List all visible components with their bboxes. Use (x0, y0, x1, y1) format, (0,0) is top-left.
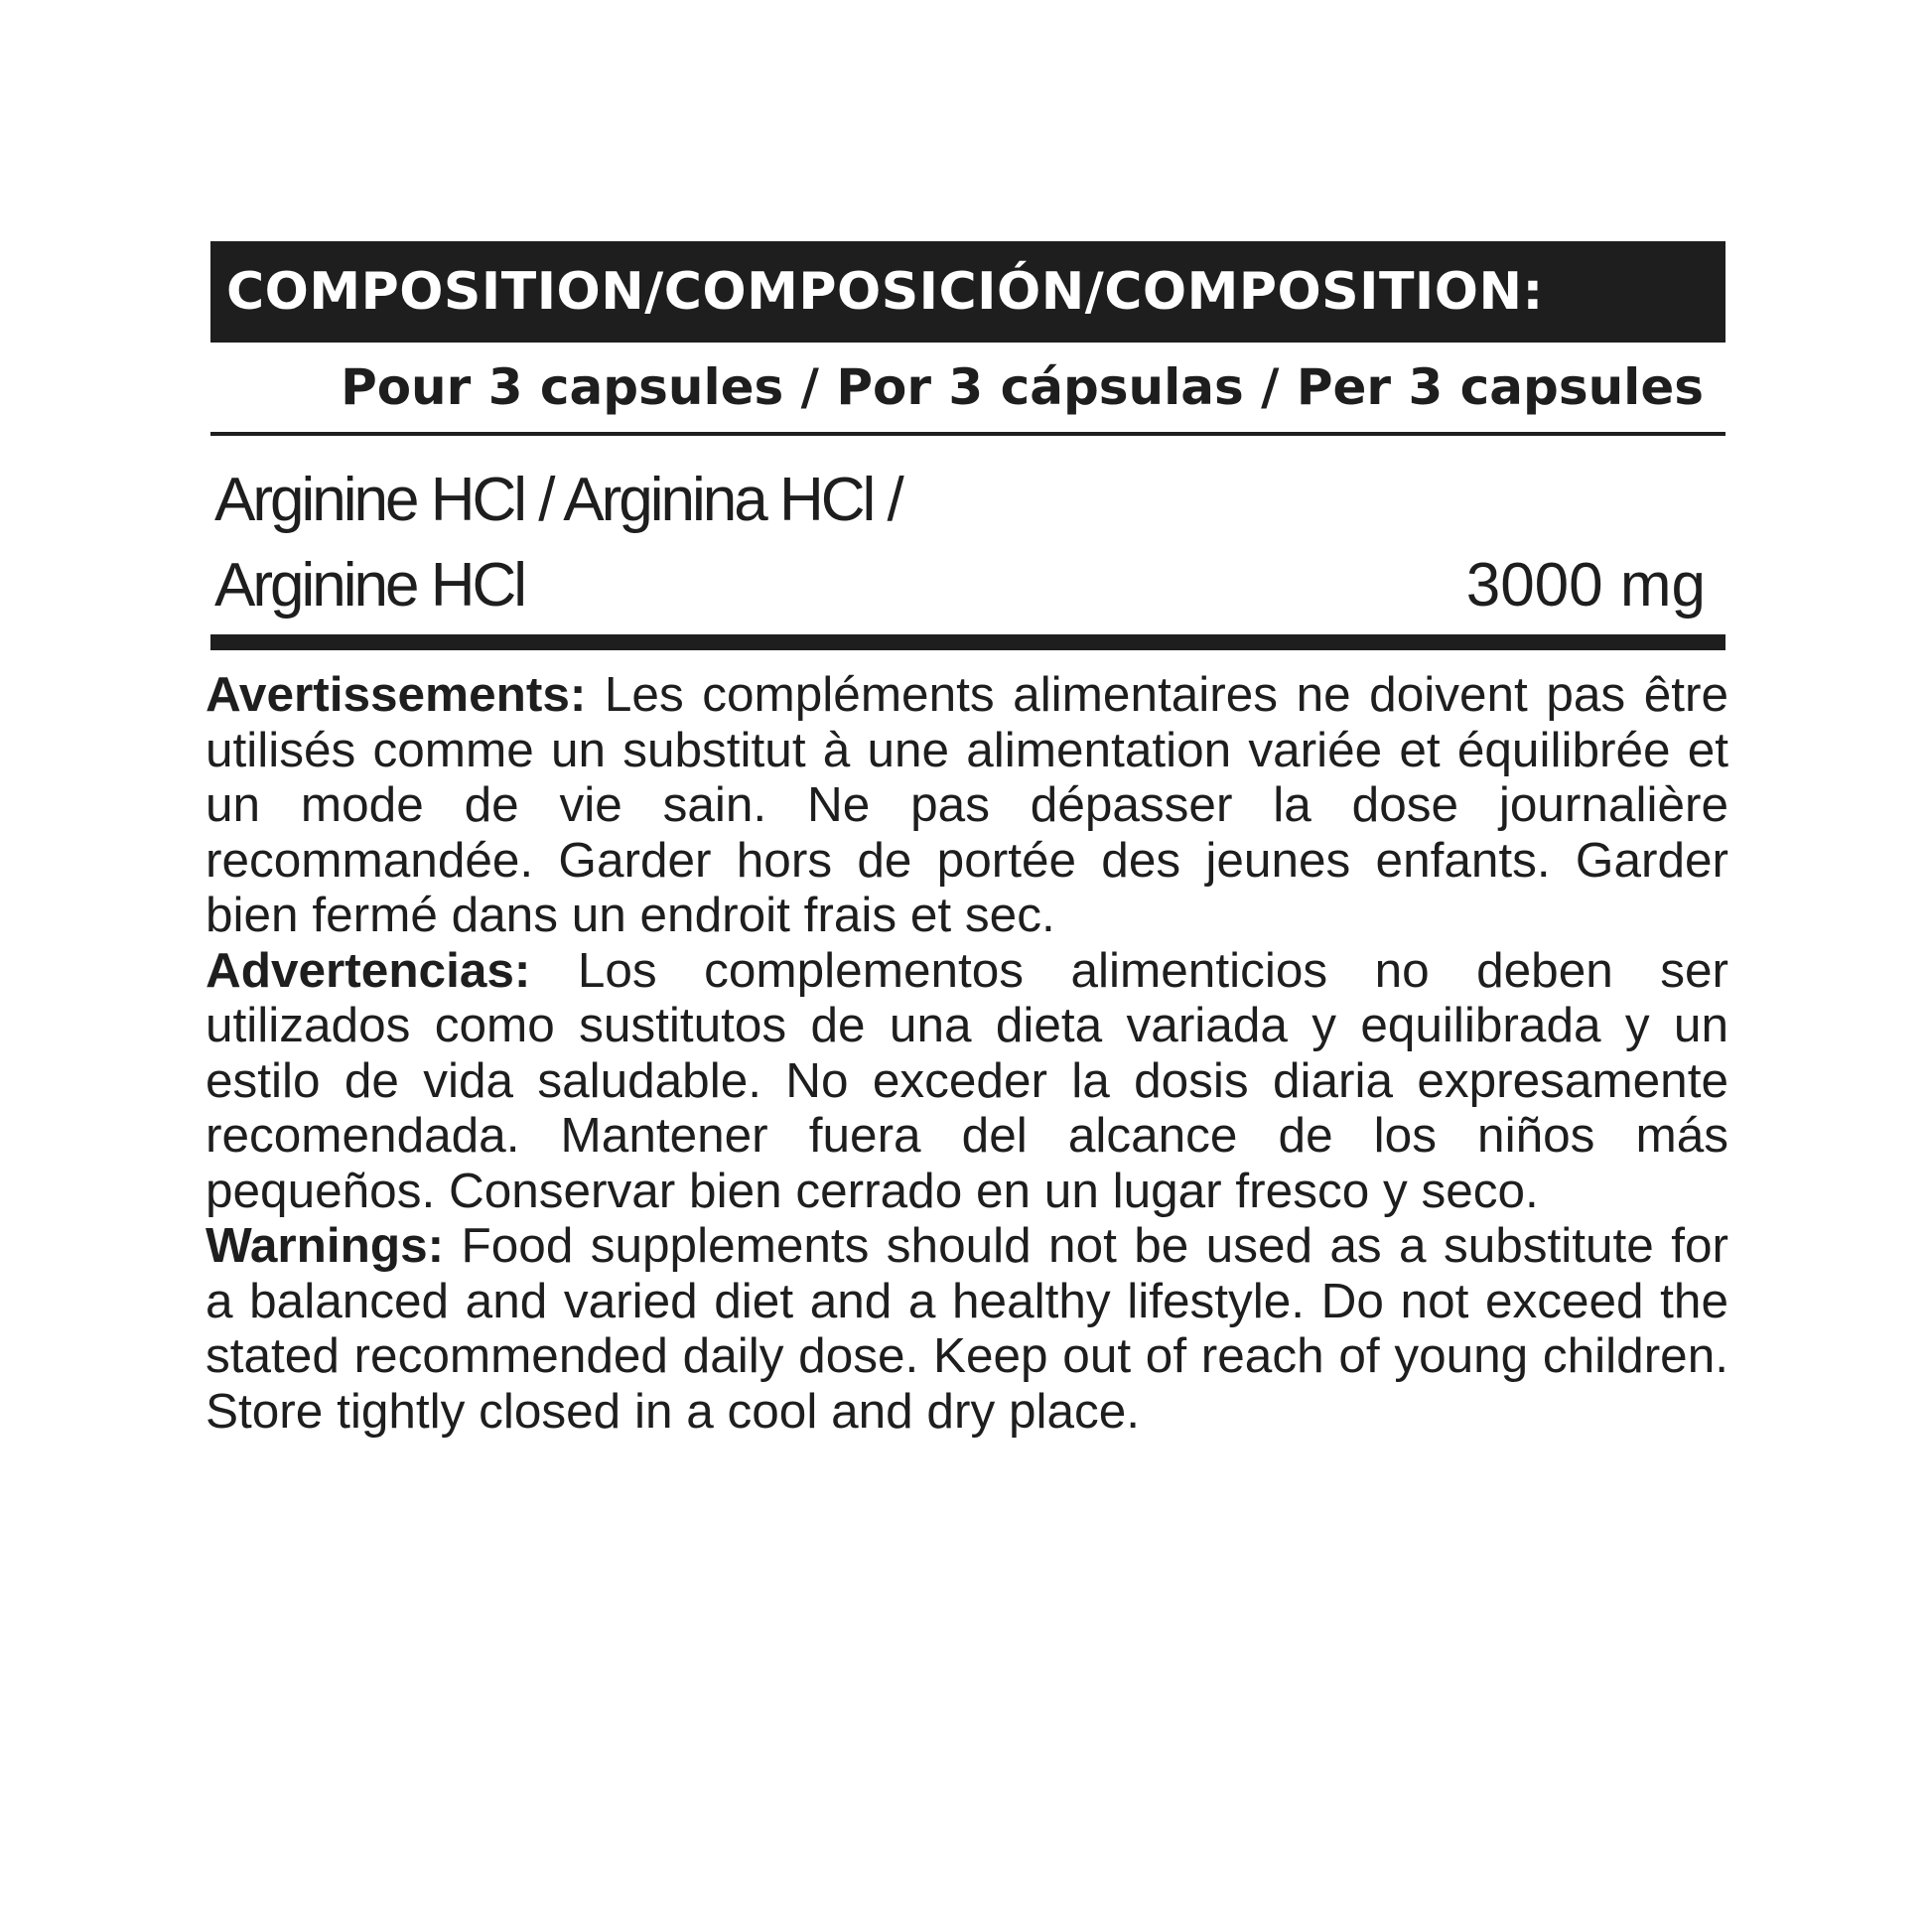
composition-header (210, 241, 1725, 343)
warning-en (206, 1218, 1728, 1439)
warnings-section (206, 667, 1728, 1439)
ingredient-amount: 3000 mg (1465, 551, 1706, 620)
warning-en-text: Food supplements should not be used as a substitute for a balanced and varied diet and a healthy lifestyle. Do not exceed the stated recommended daily dose. Keep out of reach of young children. Store tightly closed in a cool and dry place. (206, 1218, 1728, 1439)
composition-title: COMPOSITION/COMPOSICIÓN/COMPOSITION: (226, 262, 1544, 322)
warning-fr-label: Avertissements: (206, 667, 587, 722)
ingredient-name-line-2: Arginine HCl (214, 551, 525, 620)
warning-fr-text: Les compléments alimentaires ne doivent pas être utilisés comme un substitut à une alimentation variée et équilibrée et un mode de vie sain. Ne pas dépasser la dose journalière recommandée. Garder hors de portée des jeunes enfants. Garder bien fermé dans un endroit frais et sec. (206, 667, 1728, 942)
warning-es-label: Advertencias: (206, 942, 531, 998)
warning-es (206, 943, 1728, 1219)
ingredient-name-line-1: Arginine HCl / Arginina HCl / (214, 466, 901, 534)
ingredient-row (210, 436, 1725, 650)
serving-size: Pour 3 capsules / Por 3 cápsulas / Per 3 capsules (210, 343, 1725, 436)
composition-label (210, 241, 1725, 650)
warning-es-text: Los complementos alimenticios no deben ser utilizados como sustitutos de una dieta variada y equilibrada y un estilo de vida saludable. No exceder la dosis diaria expresamente recomendada. Mantener fuera del alcance de los niños más pequeños. Conservar bien cerrado en un lugar fresco y seco. (206, 942, 1728, 1218)
ingredient-name (214, 458, 901, 628)
warning-fr (206, 667, 1728, 943)
warning-en-label: Warnings: (206, 1218, 445, 1273)
